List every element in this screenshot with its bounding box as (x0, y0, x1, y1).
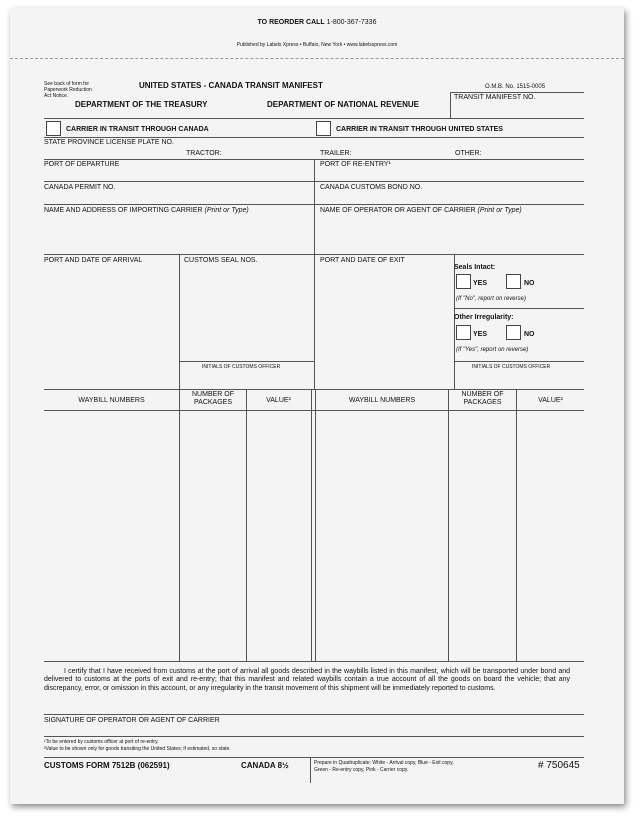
trailer-label: TRAILER: (320, 150, 352, 157)
certification-text: I certify that I have received from customs at the port of arrival all goods described in the waybills listed in this manifest, which will be transported under bond and delivered to customs at the ports of exit and re-entry; that this manifest and related waybills contain a true account of all the goods on board the vehicle; that any discrepancy, error, or omission in this account, or any irregularity in the transit movement of this shipment will be immediately reported to customs. (44, 668, 570, 692)
port-reentry-label: PORT OF RE-ENTRY¹ (320, 161, 391, 168)
perforation-line (10, 58, 624, 59)
carrier-us-label: CARRIER IN TRANSIT THROUGH UNITED STATES (336, 126, 503, 133)
item-number: # 750645 (538, 760, 580, 771)
paperwork-notice: See back of form for Paperwork Reduction Act Notice. (44, 81, 92, 99)
carrier-canada-checkbox[interactable] (46, 121, 61, 136)
value-header-left: VALUE² (266, 397, 291, 404)
seals-no-label: NO (524, 280, 535, 287)
seals-note: (If "No", report on reverse) (456, 296, 526, 302)
signature-label: SIGNATURE OF OPERATOR OR AGENT OF CARRIER (44, 717, 220, 724)
seals-no-checkbox[interactable] (506, 274, 521, 289)
irregularity-yes-label: YES (473, 331, 488, 338)
other-label: OTHER: (455, 150, 482, 157)
canada-permit-label: CANADA PERMIT NO. (44, 184, 116, 191)
seals-yes-label: YES (473, 280, 488, 287)
customs-form-number: CUSTOMS FORM 7512B (062591) (44, 761, 170, 770)
other-irregularity-label: Other Irregularity: (454, 314, 514, 321)
dept-revenue: DEPARTMENT OF NATIONAL REVENUE (267, 100, 420, 109)
importing-carrier-label: NAME AND ADDRESS OF IMPORTING CARRIER (Print or Type) (44, 207, 249, 214)
form-title: UNITED STATES - CANADA TRANSIT MANIFEST (139, 81, 323, 90)
seals-yes-checkbox[interactable] (456, 274, 471, 289)
copies-line-1: Prepare in Quadruplicate: White - Arrival copy, Blue - Exit copy, (314, 760, 454, 766)
dept-treasury: DEPARTMENT OF THE TREASURY (75, 100, 208, 109)
irregularity-no-label: NO (524, 331, 535, 338)
waybill-header-right: WAYBILL NUMBERS (348, 397, 416, 404)
license-plate-label: STATE PROVINCE LICENSE PLATE NO. (44, 139, 174, 146)
operator-agent-label: NAME OF OPERATOR OR AGENT OF CARRIER (Print or Type) (320, 207, 522, 214)
seal-nos-label: CUSTOMS SEAL NOS. (184, 257, 258, 264)
packages-header-right: NUMBER OF PACKAGES (461, 391, 504, 407)
initials-left-label: INITIALS OF CUSTOMS OFFICER (202, 364, 281, 370)
footnote-1: ¹To be entered by customs officer at port of re-entry. (44, 739, 159, 745)
port-departure-label: PORT OF DEPARTURE (44, 161, 120, 168)
tractor-label: TRACTOR: (186, 150, 222, 157)
value-header-right: VALUE² (538, 397, 563, 404)
irregularity-yes-checkbox[interactable] (456, 325, 471, 340)
manifest-no-label: TRANSIT MANIFEST NO. (454, 94, 536, 101)
reorder-phone: 1-800-367-7336 (326, 19, 377, 26)
carrier-canada-label: CARRIER IN TRANSIT THROUGH CANADA (66, 126, 209, 133)
form-sheet (10, 8, 624, 804)
initials-right-label: INITIALS OF CUSTOMS OFFICER (472, 364, 551, 370)
port-exit-label: PORT AND DATE OF EXIT (320, 257, 405, 264)
canada-bond-label: CANADA CUSTOMS BOND NO. (320, 184, 423, 191)
packages-header-left: NUMBER OF PACKAGES (192, 391, 234, 407)
footnote-2: ²Value to be shown only for goods transiting the United States; if estimated, so state. (44, 746, 231, 752)
irregularity-no-checkbox[interactable] (506, 325, 521, 340)
copies-line-2: Green - Re-entry copy, Pink - Carrier copy. (314, 767, 409, 773)
irregularity-note: (If "Yes", report on reverse) (456, 347, 529, 353)
port-arrival-label: PORT AND DATE OF ARRIVAL (44, 257, 143, 264)
publisher-line: Published by Labels Xpress • Buffalo, New York • www.labelsxpress.com (236, 42, 398, 48)
seals-intact-label: Seals Intact: (454, 264, 496, 271)
carrier-us-checkbox[interactable] (316, 121, 331, 136)
waybill-header-left: WAYBILL NUMBERS (78, 397, 145, 404)
reorder-line (10, 19, 624, 27)
omb-number: O.M.B. No. 1515-0005 (485, 84, 546, 90)
reorder-label: TO REORDER CALL (257, 19, 325, 26)
canada-reference: CANADA 8½ (241, 761, 289, 770)
